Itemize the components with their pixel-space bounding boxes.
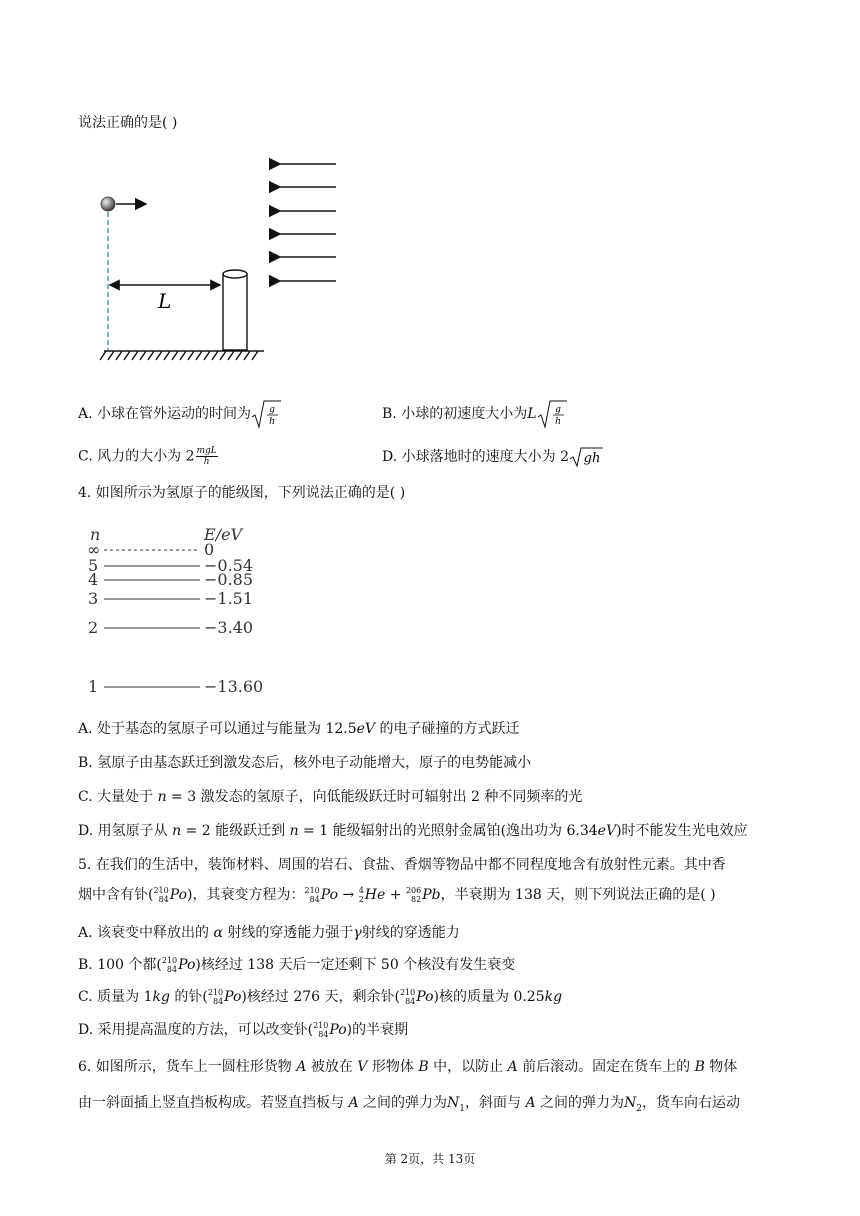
level-E-3: −1.51 <box>204 589 254 608</box>
q3-option-d: D. 小球落地时的速度大小为 2 gh <box>382 446 603 468</box>
svg-text:gh: gh <box>583 451 601 466</box>
energy-axis-label: E/eV <box>204 525 243 544</box>
distance-label-L: L <box>158 289 172 313</box>
q5-option-c: C. 质量为 1kg 的钋( 210 84 Po)核经过 276 天，剩余钋( 210 84 Po)核的质量为 0.25kg <box>78 988 563 1006</box>
level-n-2: 2 <box>88 618 99 637</box>
question-5-line-1: 5. 在我们的生活中，装饰材料、周围的岩石、食盐、香烟等物品中都不同程度地含有放射性元素。其中香 <box>78 857 726 873</box>
level-E-5: −0.54 <box>204 556 254 575</box>
tube <box>223 270 247 350</box>
level-n-5: 5 <box>88 556 99 575</box>
q3-option-a: A. 小球在管外运动的时间为 g h <box>78 399 281 429</box>
level-E-1: −13.60 <box>204 677 264 696</box>
svg-text:h: h <box>554 417 561 427</box>
question-3-tail: 说法正确的是( ) <box>78 115 178 131</box>
level-n-4: 4 <box>88 570 99 589</box>
energy-level-diagram <box>82 524 282 700</box>
q5-option-d: D. 采用提高温度的方法，可以改变钋( 210 84 Po)的半衰期 <box>78 1021 409 1039</box>
level-n-3: 3 <box>88 589 99 608</box>
q4-option-a: A. 处于基态的氢原子可以通过与能量为 12.5eV 的电子碰撞的方式跃迁 <box>78 721 520 737</box>
question-6-line-2: 由一斜面插上竖直挡板构成。若竖直挡板与 A 之间的弹力为$N_1$，斜面与 A 之间的弹力为$N_2$，货车向右运动 <box>78 1095 741 1114</box>
n-axis-label: n <box>90 525 101 544</box>
q4-option-c: C. 大量处于 n = 3 激发态的氢原子，向低能级跃迁时可辐射出 2 种不同频率的光 <box>78 789 583 805</box>
level-n-inf: ∞ <box>87 540 101 559</box>
svg-text:g: g <box>269 405 275 415</box>
q3-option-b: B. 小球的初速度大小为L g h <box>382 399 567 429</box>
projectile-wind-figure <box>96 150 356 366</box>
question-6-line-1: 6. 如图所示，货车上一圆柱形货物 A 被放在 V 形物体 B 中，以防止 A 前后滚动。固定在货车上的 B 物体 <box>78 1059 738 1075</box>
svg-text:h: h <box>269 417 275 427</box>
svg-text:g: g <box>554 405 561 415</box>
q4-option-d: D. 用氢原子从 n = 2 能级跃迁到 n = 1 能级辐射出的光照射金属铂(逸出功为 6.34eV)时不能发生光电效应 <box>78 823 748 839</box>
level-E-2: −3.40 <box>204 618 254 637</box>
ground <box>100 351 264 360</box>
q3-option-c: C. 风力的大小为 2 $\frac{\text{mgL}}{h}$ <box>78 446 217 467</box>
wind-arrows <box>280 164 336 281</box>
q4-option-b: B. 氢原子由基态跃迁到激发态后，核外电子动能增大，原子的电势能减小 <box>78 755 532 771</box>
question-4-stem: 4. 如图所示为氢原子的能级图，下列说法正确的是( ) <box>78 485 406 501</box>
level-n-1: 1 <box>88 677 99 696</box>
level-E-inf: 0 <box>204 540 215 559</box>
page-footer: 第 2页，共 13页 <box>384 1152 476 1166</box>
question-5-line-2: 烟中含有钋( 210 84 Po)，其衰变方程为： 210 84 Po → 4 2 He + 206 82 Pb，半衰期为 138 天，则下列说法正确的是( ) <box>78 886 716 904</box>
ball <box>101 197 115 211</box>
level-E-4: −0.85 <box>204 570 254 589</box>
q5-option-b: B. 100 个都( 210 84 Po)核经过 138 天后一定还剩下 50 个核没有发生衰变 <box>78 956 516 974</box>
q5-option-a: A. 该衰变中释放出的 α 射线的穿透能力强于γ射线的穿透能力 <box>78 925 460 941</box>
